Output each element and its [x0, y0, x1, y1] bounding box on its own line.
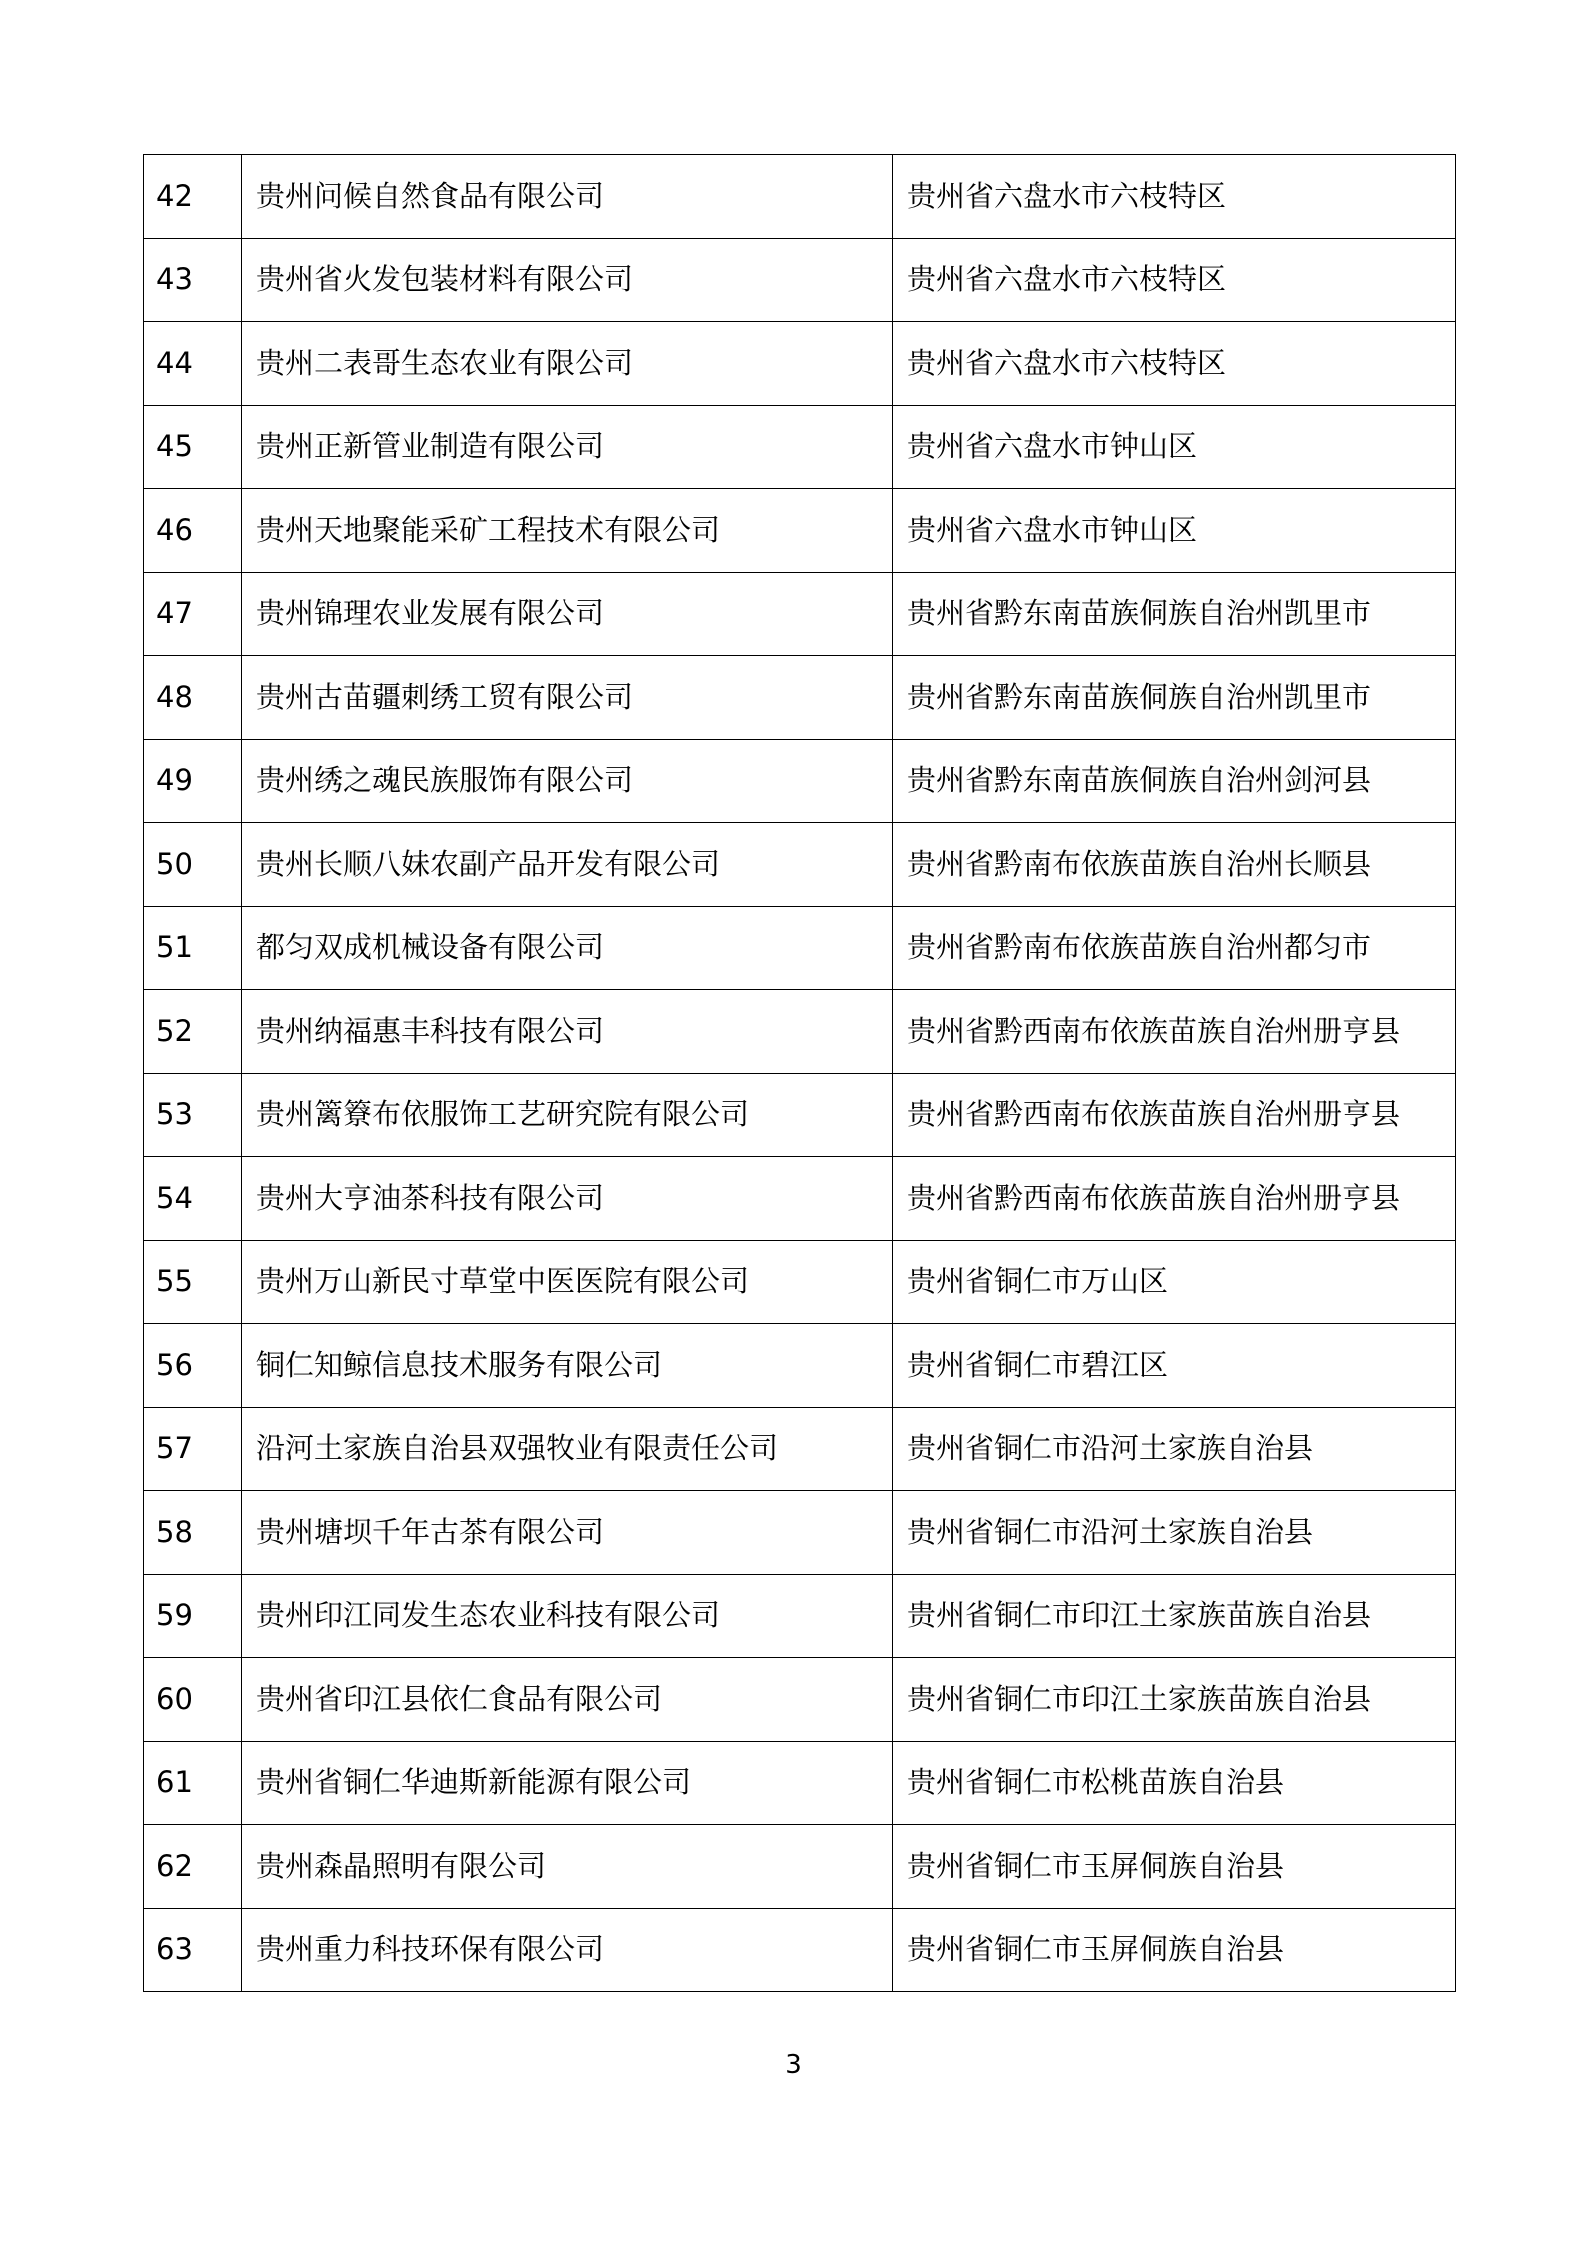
company-location-cell: 贵州省六盘水市钟山区: [893, 489, 1456, 573]
company-location-cell: 贵州省铜仁市印江土家族苗族自治县: [893, 1574, 1456, 1658]
table-row: [144, 1741, 1456, 1825]
company-name-cell: 贵州篱簝布依服饰工艺研究院有限公司: [242, 1073, 893, 1157]
company-name-cell: 贵州省火发包装材料有限公司: [242, 238, 893, 322]
table-row: [144, 1407, 1456, 1491]
company-location-cell: 贵州省黔西南布依族苗族自治州册亨县: [893, 1073, 1456, 1157]
company-name-cell: 贵州长顺八妹农副产品开发有限公司: [242, 823, 893, 907]
row-index-cell: 52: [144, 990, 242, 1074]
table-row: [144, 1491, 1456, 1575]
row-index-cell: 51: [144, 906, 242, 990]
table-row: [144, 1324, 1456, 1408]
company-location-cell: 贵州省黔南布依族苗族自治州长顺县: [893, 823, 1456, 907]
company-name-cell: 贵州二表哥生态农业有限公司: [242, 322, 893, 406]
table-row: [144, 1240, 1456, 1324]
table-body: [144, 155, 1456, 1992]
table-row: [144, 238, 1456, 322]
company-location-cell: 贵州省六盘水市六枝特区: [893, 238, 1456, 322]
table-row: [144, 906, 1456, 990]
company-name-cell: 贵州大亨油茶科技有限公司: [242, 1157, 893, 1241]
company-location-cell: 贵州省铜仁市碧江区: [893, 1324, 1456, 1408]
row-index-cell: 48: [144, 656, 242, 740]
row-index-cell: 49: [144, 739, 242, 823]
table-row: [144, 1157, 1456, 1241]
company-name-cell: 贵州森晶照明有限公司: [242, 1825, 893, 1909]
table-row: [144, 1574, 1456, 1658]
company-name-cell: 贵州重力科技环保有限公司: [242, 1908, 893, 1992]
company-location-cell: 贵州省铜仁市万山区: [893, 1240, 1456, 1324]
company-name-cell: 贵州绣之魂民族服饰有限公司: [242, 739, 893, 823]
row-index-cell: 55: [144, 1240, 242, 1324]
company-name-cell: 贵州印江同发生态农业科技有限公司: [242, 1574, 893, 1658]
table-row: [144, 155, 1456, 239]
company-location-cell: 贵州省黔西南布依族苗族自治州册亨县: [893, 1157, 1456, 1241]
company-name-cell: 贵州纳福惠丰科技有限公司: [242, 990, 893, 1074]
table-row: [144, 489, 1456, 573]
row-index-cell: 46: [144, 489, 242, 573]
company-name-cell: 贵州正新管业制造有限公司: [242, 405, 893, 489]
table-row: [144, 405, 1456, 489]
row-index-cell: 47: [144, 572, 242, 656]
table-row: [144, 1908, 1456, 1992]
company-location-cell: 贵州省六盘水市六枝特区: [893, 322, 1456, 406]
company-location-cell: 贵州省铜仁市沿河土家族自治县: [893, 1407, 1456, 1491]
company-list-table: [143, 154, 1456, 1992]
row-index-cell: 56: [144, 1324, 242, 1408]
row-index-cell: 43: [144, 238, 242, 322]
company-name-cell: 贵州天地聚能采矿工程技术有限公司: [242, 489, 893, 573]
company-location-cell: 贵州省六盘水市六枝特区: [893, 155, 1456, 239]
company-location-cell: 贵州省铜仁市玉屏侗族自治县: [893, 1825, 1456, 1909]
row-index-cell: 54: [144, 1157, 242, 1241]
company-name-cell: 贵州古苗疆刺绣工贸有限公司: [242, 656, 893, 740]
table-row: [144, 823, 1456, 907]
row-index-cell: 50: [144, 823, 242, 907]
company-location-cell: 贵州省六盘水市钟山区: [893, 405, 1456, 489]
company-location-cell: 贵州省铜仁市印江土家族苗族自治县: [893, 1658, 1456, 1742]
table-row: [144, 1658, 1456, 1742]
company-name-cell: 贵州塘坝千年古茶有限公司: [242, 1491, 893, 1575]
table-row: [144, 1073, 1456, 1157]
company-name-cell: 贵州锦理农业发展有限公司: [242, 572, 893, 656]
row-index-cell: 57: [144, 1407, 242, 1491]
row-index-cell: 61: [144, 1741, 242, 1825]
table-row: [144, 572, 1456, 656]
row-index-cell: 63: [144, 1908, 242, 1992]
company-location-cell: 贵州省铜仁市沿河土家族自治县: [893, 1491, 1456, 1575]
company-name-cell: 贵州省印江县依仁食品有限公司: [242, 1658, 893, 1742]
row-index-cell: 62: [144, 1825, 242, 1909]
row-index-cell: 60: [144, 1658, 242, 1742]
table-row: [144, 322, 1456, 406]
table-row: [144, 656, 1456, 740]
company-location-cell: 贵州省黔西南布依族苗族自治州册亨县: [893, 990, 1456, 1074]
company-location-cell: 贵州省黔东南苗族侗族自治州凯里市: [893, 656, 1456, 740]
company-location-cell: 贵州省黔东南苗族侗族自治州凯里市: [893, 572, 1456, 656]
company-name-cell: 贵州问候自然食品有限公司: [242, 155, 893, 239]
company-name-cell: 铜仁知鲸信息技术服务有限公司: [242, 1324, 893, 1408]
row-index-cell: 59: [144, 1574, 242, 1658]
company-name-cell: 贵州省铜仁华迪斯新能源有限公司: [242, 1741, 893, 1825]
row-index-cell: 42: [144, 155, 242, 239]
row-index-cell: 58: [144, 1491, 242, 1575]
company-location-cell: 贵州省铜仁市玉屏侗族自治县: [893, 1908, 1456, 1992]
table-row: [144, 739, 1456, 823]
table-row: [144, 1825, 1456, 1909]
company-location-cell: 贵州省黔南布依族苗族自治州都匀市: [893, 906, 1456, 990]
company-location-cell: 贵州省黔东南苗族侗族自治州剑河县: [893, 739, 1456, 823]
row-index-cell: 53: [144, 1073, 242, 1157]
company-name-cell: 贵州万山新民寸草堂中医医院有限公司: [242, 1240, 893, 1324]
row-index-cell: 45: [144, 405, 242, 489]
table-row: [144, 990, 1456, 1074]
company-name-cell: 沿河土家族自治县双强牧业有限责任公司: [242, 1407, 893, 1491]
row-index-cell: 44: [144, 322, 242, 406]
company-name-cell: 都匀双成机械设备有限公司: [242, 906, 893, 990]
company-location-cell: 贵州省铜仁市松桃苗族自治县: [893, 1741, 1456, 1825]
page-number: 3: [785, 2050, 802, 2080]
